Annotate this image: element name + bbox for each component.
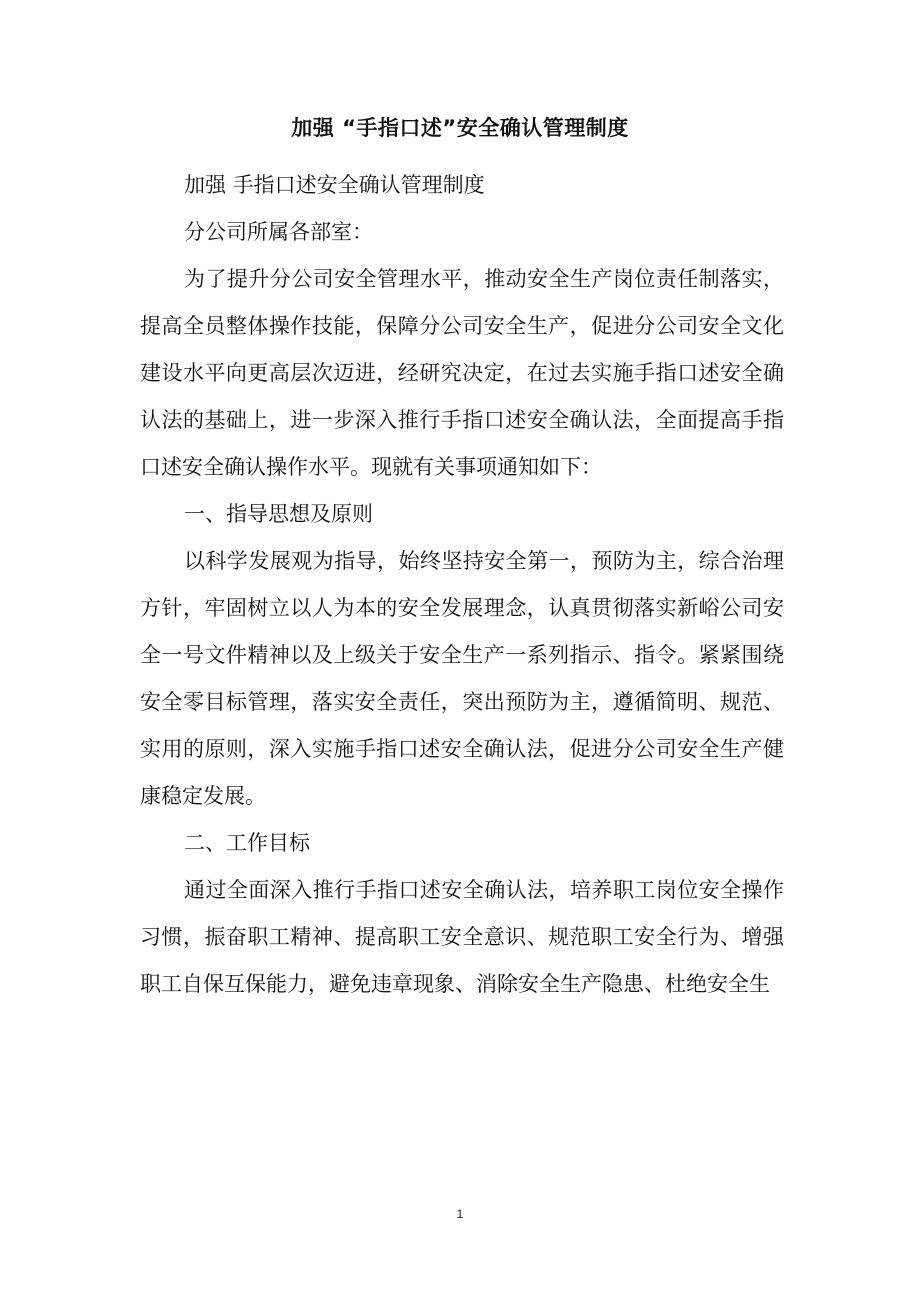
document-body	[140, 162, 784, 1008]
document-title: 加强 “手指口述”安全确认管理制度	[291, 116, 629, 140]
section-heading-1: 一、指导思想及原则	[184, 502, 373, 526]
addressee-paragraph: 分公司所属各部室：	[184, 220, 373, 244]
intro-paragraph: 为了提升分公司安全管理水平，推动安全生产岗位责任制落实，提高全员整体操作技能，保障分公司安全生产，促进分公司安全文化建设水平向更高层次迈进，经研究决定，在过去实施手指口述安全确认法的基础上，进一步深入推行手指口述安全确认法，全面提高手指口述安全确认操作水平。现就有关事项通知如下：	[140, 267, 784, 479]
section-heading-2: 二、工作目标	[184, 831, 310, 855]
principles-paragraph: 以科学发展观为指导，始终坚持安全第一，预防为主，综合治理方针，牢固树立以人为本的安全发展理念，认真贯彻落实新峪公司安全一号文件精神以及上级关于安全生产一系列指示、指令。紧紧围绕安全零目标管理，落实安全责任，突出预防为主，遵循简明、规范、实用的原则，深入实施手指口述安全确认法，促进分公司安全生产健康稳定发展。	[140, 549, 784, 808]
goals-paragraph: 通过全面深入推行手指口述安全确认法，培养职工岗位安全操作习惯，振奋职工精神、提高职工安全意识、规范职工安全行为、增强职工自保互保能力，避免违章现象、消除安全生产隐患、杜绝安全生	[140, 878, 784, 996]
page-number: 1	[456, 1207, 464, 1221]
subtitle-paragraph: 加强 手指口述安全确认管理制度	[184, 173, 485, 197]
